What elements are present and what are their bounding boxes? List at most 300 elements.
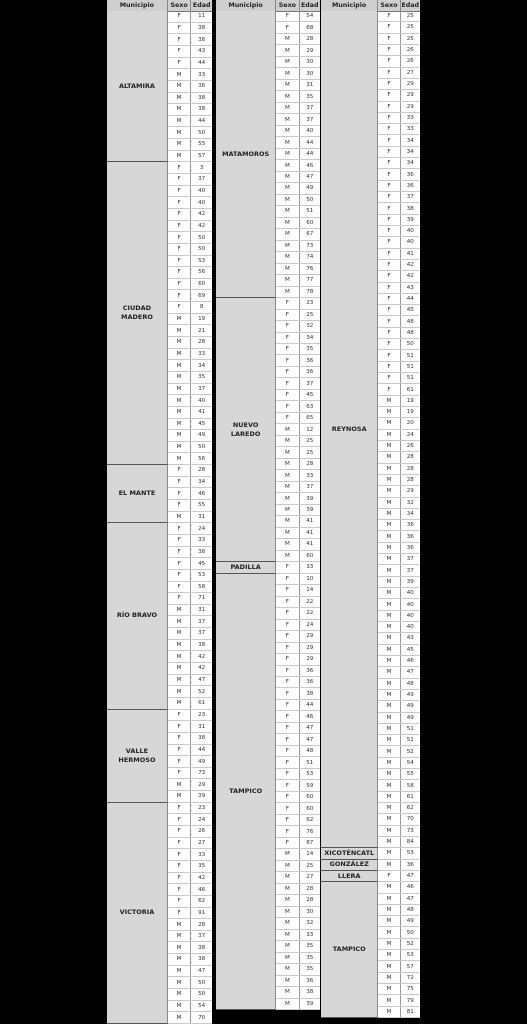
table-row xyxy=(378,656,420,667)
sexo-cell: F xyxy=(276,355,299,365)
sexo-cell: F xyxy=(276,826,299,836)
table-row xyxy=(276,999,320,1010)
edad-cell: 37 xyxy=(198,933,206,940)
sexo-cell: M xyxy=(378,407,400,417)
edad-cell: 33 xyxy=(306,472,314,479)
edad-cell: 52 xyxy=(406,748,414,755)
municipio-name: VICTORIA xyxy=(119,908,155,917)
edad-cell: 29 xyxy=(406,103,414,110)
edad-cell: 38 xyxy=(306,690,314,697)
edad-cell: 38 xyxy=(198,548,206,555)
table-row xyxy=(168,197,212,209)
edad-cell: 70 xyxy=(198,1014,206,1021)
sexo-cell: F xyxy=(276,838,299,848)
table-row xyxy=(378,565,420,576)
edad-cell: 59 xyxy=(306,782,314,789)
table-row xyxy=(378,837,420,848)
sexo-cell: M xyxy=(168,349,191,360)
table-row xyxy=(378,984,420,995)
table-row xyxy=(378,215,420,226)
table-row xyxy=(378,939,420,950)
sexo-cell: F xyxy=(378,147,400,157)
edad-cell: 58 xyxy=(406,782,414,789)
sexo-cell: M xyxy=(168,69,191,80)
edad-cell: 46 xyxy=(406,884,414,891)
sexo-cell: F xyxy=(276,643,299,653)
sexo-cell: M xyxy=(378,927,400,937)
edad-cell: 57 xyxy=(198,153,206,160)
table-row xyxy=(168,721,212,733)
edad-cell: 26 xyxy=(406,58,414,65)
sexo-cell: F xyxy=(276,22,299,32)
edad-cell: 50 xyxy=(198,991,206,998)
sexo-cell: M xyxy=(378,701,400,711)
sexo-cell: F xyxy=(378,384,400,394)
table-row xyxy=(378,124,420,135)
edad-cell: 11 xyxy=(198,13,206,20)
edad-cell: 33 xyxy=(198,851,206,858)
sexo-cell: F xyxy=(168,302,191,313)
table-row xyxy=(168,500,212,512)
table-row xyxy=(276,378,320,389)
edad-cell: 24 xyxy=(198,525,206,532)
table-row xyxy=(378,1007,420,1018)
table-row xyxy=(378,792,420,803)
table-row xyxy=(378,260,420,271)
table-row xyxy=(276,91,320,102)
edad-cell: 42 xyxy=(198,874,206,881)
edad-cell: 51 xyxy=(406,725,414,732)
sexo-cell: M xyxy=(276,252,299,262)
edad-cell: 33 xyxy=(198,350,206,357)
sexo-cell: F xyxy=(378,339,400,349)
edad-cell: 24 xyxy=(306,621,314,628)
edad-cell: 69 xyxy=(198,292,206,299)
table-row xyxy=(378,916,420,927)
edad-cell: 25 xyxy=(406,13,414,20)
table-row xyxy=(378,611,420,622)
edad-cell: 55 xyxy=(198,502,206,509)
sexo-cell: M xyxy=(168,605,191,616)
table-row xyxy=(378,667,420,678)
sexo-cell: F xyxy=(168,884,191,895)
table-row xyxy=(168,279,212,291)
table-row xyxy=(378,226,420,237)
sexo-cell: M xyxy=(378,418,400,428)
table-row xyxy=(276,493,320,504)
table-row xyxy=(276,826,320,837)
edad-cell: 28 xyxy=(306,897,314,904)
table-column-2 xyxy=(216,0,320,1010)
edad-cell: 36 xyxy=(306,357,314,364)
edad-cell: 68 xyxy=(306,24,314,31)
edad-cell: 50 xyxy=(198,246,206,253)
table-row xyxy=(276,137,320,148)
sexo-cell: F xyxy=(276,815,299,825)
table-row xyxy=(168,209,212,221)
table-row xyxy=(168,861,212,873)
sexo-cell: F xyxy=(276,298,299,308)
table-row xyxy=(276,792,320,803)
edad-cell: 48 xyxy=(306,748,314,755)
sexo-cell: F xyxy=(276,608,299,618)
table-row xyxy=(168,593,212,605)
edad-cell: 31 xyxy=(198,723,206,730)
sexo-cell: M xyxy=(276,941,299,951)
sexo-cell: M xyxy=(276,516,299,526)
table-row xyxy=(168,1012,212,1024)
sexo-cell: M xyxy=(168,628,191,639)
table-row xyxy=(276,872,320,883)
edad-cell: 42 xyxy=(406,262,414,269)
edad-cell: 37 xyxy=(406,567,414,574)
sexo-cell: F xyxy=(168,500,191,511)
table-row xyxy=(168,628,212,640)
edad-cell: 54 xyxy=(306,13,314,20)
table-row xyxy=(168,430,212,442)
table-row xyxy=(276,734,320,745)
sexo-cell: M xyxy=(168,314,191,325)
header-sexo: Sexo xyxy=(276,0,299,11)
table-row xyxy=(378,68,420,79)
edad-cell: 37 xyxy=(306,116,314,123)
table-row xyxy=(276,964,320,975)
edad-cell: 30 xyxy=(306,59,314,66)
edad-cell: 30 xyxy=(306,70,314,77)
municipio-cell xyxy=(107,523,168,709)
table-row xyxy=(276,849,320,860)
table-row xyxy=(378,113,420,124)
edad-cell: 40 xyxy=(406,601,414,608)
table-row xyxy=(168,372,212,384)
table-row xyxy=(378,11,420,22)
edad-cell: 31 xyxy=(198,513,206,520)
sexo-cell: M xyxy=(276,424,299,434)
table-row xyxy=(378,520,420,531)
table-row xyxy=(168,465,212,477)
sexo-cell: F xyxy=(276,688,299,698)
edad-cell: 32 xyxy=(306,323,314,330)
sexo-cell: M xyxy=(168,919,191,930)
edad-cell: 36 xyxy=(198,83,206,90)
sexo-cell: F xyxy=(168,209,191,220)
sexo-cell: M xyxy=(378,520,400,530)
edad-cell: 37 xyxy=(198,630,206,637)
sexo-cell: M xyxy=(168,442,191,453)
sexo-cell: F xyxy=(276,562,299,572)
sexo-cell: M xyxy=(276,264,299,274)
table-row xyxy=(276,528,320,539)
sexo-cell: F xyxy=(378,328,400,338)
sexo-cell: F xyxy=(276,780,299,790)
edad-cell: 44 xyxy=(406,296,414,303)
sexo-cell: F xyxy=(276,677,299,687)
table-row xyxy=(168,325,212,337)
edad-cell: 35 xyxy=(306,93,314,100)
sexo-cell: F xyxy=(378,79,400,89)
sexo-cell: F xyxy=(378,226,400,236)
sexo-cell: F xyxy=(378,283,400,293)
sexo-cell: F xyxy=(168,756,191,767)
edad-cell: 73 xyxy=(198,770,206,777)
table-row xyxy=(276,723,320,734)
table-row xyxy=(276,574,320,585)
table-row xyxy=(168,942,212,954)
sexo-cell: F xyxy=(168,232,191,243)
header-edad: Edad xyxy=(401,2,420,9)
sexo-cell: M xyxy=(168,325,191,336)
sexo-cell: F xyxy=(168,826,191,837)
edad-cell: 8 xyxy=(199,304,204,311)
table-row xyxy=(276,838,320,849)
edad-cell: 38 xyxy=(198,94,206,101)
edad-cell: 81 xyxy=(406,1008,414,1015)
header-sexo: Sexo xyxy=(378,0,400,11)
sexo-cell: M xyxy=(168,954,191,965)
table-row xyxy=(168,616,212,628)
edad-cell: 34 xyxy=(198,362,206,369)
sexo-cell: M xyxy=(276,907,299,917)
edad-cell: 36 xyxy=(306,679,314,686)
sexo-cell: M xyxy=(378,724,400,734)
sexo-cell: M xyxy=(276,884,299,894)
edad-cell: 29 xyxy=(306,47,314,54)
edad-cell: 46 xyxy=(198,490,206,497)
sexo-cell: M xyxy=(378,769,400,779)
edad-cell: 35 xyxy=(306,943,314,950)
table-row xyxy=(378,995,420,1006)
table-row xyxy=(378,826,420,837)
edad-cell: 47 xyxy=(406,873,414,880)
table-row xyxy=(168,814,212,826)
edad-cell: 53 xyxy=(198,257,206,264)
edad-cell: 42 xyxy=(198,665,206,672)
edad-cell: 75 xyxy=(406,986,414,993)
sexo-cell: F xyxy=(168,488,191,499)
table-row xyxy=(276,884,320,895)
sexo-cell: F xyxy=(168,256,191,267)
table-row xyxy=(168,419,212,431)
sexo-cell: M xyxy=(378,814,400,824)
table-row xyxy=(168,453,212,465)
table-row xyxy=(276,206,320,217)
sexo-cell: M xyxy=(378,452,400,462)
sexo-cell: M xyxy=(168,407,191,418)
edad-cell: 29 xyxy=(406,488,414,495)
edad-cell: 48 xyxy=(406,907,414,913)
table-row xyxy=(168,267,212,279)
edad-cell: 73 xyxy=(406,827,414,834)
table-row xyxy=(276,298,320,309)
table-row xyxy=(378,249,420,260)
sexo-cell: M xyxy=(276,126,299,136)
sexo-cell: F xyxy=(378,249,400,259)
edad-cell: 36 xyxy=(406,171,414,178)
table-row xyxy=(168,360,212,372)
edad-cell: 34 xyxy=(406,148,414,155)
sexo-cell: F xyxy=(276,769,299,779)
table-row xyxy=(168,663,212,675)
sexo-cell: M xyxy=(276,275,299,285)
edad-cell: 28 xyxy=(406,477,414,484)
edad-cell: 49 xyxy=(406,703,414,710)
sexo-cell: M xyxy=(168,675,191,686)
sexo-cell: F xyxy=(378,56,400,66)
edad-cell: 24 xyxy=(198,816,206,823)
sexo-cell: M xyxy=(378,667,400,677)
sexo-cell: M xyxy=(378,611,400,621)
table-row xyxy=(168,477,212,489)
municipio-name: XICOTÉNCATL xyxy=(324,848,375,857)
edad-cell: 29 xyxy=(306,633,314,640)
table-row xyxy=(168,919,212,931)
table-row xyxy=(168,442,212,454)
edad-cell: 33 xyxy=(198,537,206,544)
edad-cell: 48 xyxy=(406,680,414,687)
edad-cell: 43 xyxy=(406,635,414,642)
edad-cell: 79 xyxy=(406,997,414,1004)
sexo-cell: F xyxy=(168,221,191,232)
edad-cell: 39 xyxy=(406,578,414,585)
table-row xyxy=(168,570,212,582)
municipio-name: RÍO BRAVO xyxy=(116,611,158,620)
table-row xyxy=(276,470,320,481)
edad-cell: 62 xyxy=(198,898,206,905)
table-row xyxy=(168,1001,212,1013)
municipio-cell xyxy=(216,562,276,573)
edad-cell: 70 xyxy=(406,816,414,823)
table-row xyxy=(276,436,320,447)
table-row xyxy=(378,927,420,938)
sexo-cell: F xyxy=(276,310,299,320)
edad-cell: 28 xyxy=(406,465,414,472)
edad-cell: 36 xyxy=(306,667,314,674)
table-row xyxy=(378,554,420,565)
sexo-cell: M xyxy=(378,950,400,960)
table-row xyxy=(276,34,320,45)
edad-cell: 50 xyxy=(198,444,206,451)
table-row xyxy=(168,954,212,966)
table-row xyxy=(168,733,212,745)
edad-cell: 32 xyxy=(306,920,314,927)
sexo-cell: F xyxy=(168,162,191,173)
sexo-cell: M xyxy=(378,396,400,406)
table-row xyxy=(168,698,212,710)
sexo-cell: M xyxy=(276,459,299,469)
edad-cell: 49 xyxy=(306,185,314,192)
sexo-cell: F xyxy=(276,620,299,630)
edad-cell: 53 xyxy=(306,771,314,778)
table-row xyxy=(378,339,420,350)
table-row xyxy=(378,373,420,384)
edad-cell: 76 xyxy=(306,265,314,272)
edad-cell: 22 xyxy=(306,598,314,605)
sexo-cell: M xyxy=(378,995,400,1005)
table-row xyxy=(276,275,320,286)
table-column-3 xyxy=(321,0,420,1018)
sexo-cell: M xyxy=(378,599,400,609)
sexo-cell: F xyxy=(378,45,400,55)
edad-cell: 22 xyxy=(306,610,314,617)
sexo-cell: M xyxy=(378,713,400,723)
table-row xyxy=(378,102,420,113)
edad-cell: 60 xyxy=(306,219,314,226)
edad-cell: 35 xyxy=(198,374,206,381)
edad-cell: 39 xyxy=(406,216,414,223)
edad-cell: 45 xyxy=(198,560,206,567)
table-row xyxy=(276,585,320,596)
table-row xyxy=(276,780,320,791)
edad-cell: 25 xyxy=(306,438,314,445)
table-row xyxy=(276,976,320,987)
table-row xyxy=(378,90,420,101)
table-row xyxy=(378,803,420,814)
table-row xyxy=(276,895,320,906)
sexo-cell: F xyxy=(378,34,400,44)
edad-cell: 52 xyxy=(406,940,414,947)
sexo-cell: F xyxy=(378,158,400,168)
table-row xyxy=(378,34,420,45)
table-row xyxy=(168,966,212,978)
table-row xyxy=(276,643,320,654)
table-row xyxy=(378,905,420,916)
table-row xyxy=(276,126,320,137)
sexo-cell: M xyxy=(378,973,400,983)
sexo-cell: M xyxy=(168,512,191,523)
sexo-cell: M xyxy=(276,57,299,67)
sexo-cell: F xyxy=(168,174,191,185)
edad-cell: 71 xyxy=(198,595,206,602)
edad-cell: 42 xyxy=(198,211,206,218)
sexo-cell: F xyxy=(378,237,400,247)
edad-cell: 53 xyxy=(406,952,414,959)
sexo-cell: F xyxy=(168,46,191,57)
sexo-cell: F xyxy=(378,169,400,179)
edad-cell: 10 xyxy=(306,575,314,582)
table-row xyxy=(378,531,420,542)
table-row xyxy=(168,395,212,407)
table-row xyxy=(276,401,320,412)
edad-cell: 60 xyxy=(306,552,314,559)
edad-cell: 47 xyxy=(198,968,206,975)
sexo-cell: F xyxy=(378,124,400,134)
sexo-cell: M xyxy=(168,372,191,383)
edad-cell: 41 xyxy=(406,250,414,257)
table-row xyxy=(276,746,320,757)
sexo-cell: F xyxy=(168,873,191,884)
table-row xyxy=(168,186,212,198)
municipio-name: VALLE HERMOSO xyxy=(118,746,156,764)
municipio-name: TAMPICO xyxy=(229,786,263,795)
sexo-cell: M xyxy=(168,430,191,441)
edad-cell: 60 xyxy=(198,281,206,288)
table-row xyxy=(276,711,320,722)
table-row xyxy=(168,407,212,419)
sexo-cell: M xyxy=(378,486,400,496)
table-row xyxy=(168,81,212,93)
sexo-cell: M xyxy=(378,848,400,858)
sexo-cell: F xyxy=(276,378,299,388)
table-row xyxy=(378,79,420,90)
sexo-cell: M xyxy=(378,780,400,790)
sexo-cell: M xyxy=(168,139,191,150)
edad-cell: 37 xyxy=(198,176,206,183)
edad-cell: 50 xyxy=(198,129,206,136)
sexo-cell: M xyxy=(378,543,400,553)
table-row xyxy=(168,290,212,302)
table-row xyxy=(276,310,320,321)
table-row xyxy=(168,547,212,559)
